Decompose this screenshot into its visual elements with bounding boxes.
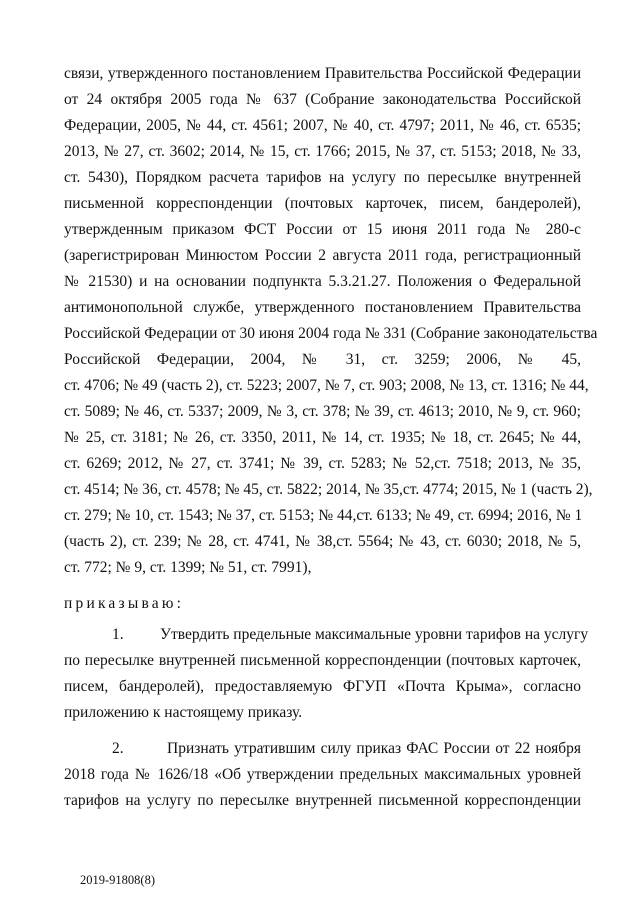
item-first-line: Утвердить предельные максимальные уровни тарифов на услугу: [160, 626, 589, 643]
text-line: связи, утвержденного постановлением Правительства Российской Федерации: [64, 65, 581, 82]
text-line: антимонопольной службе, утвержденного постановлением Правительства: [64, 299, 581, 316]
item-number: 2.: [112, 740, 124, 757]
text-line: (зарегистрирован Минюстом России 2 августа 2011 года, регистрационный: [64, 247, 581, 264]
text-line: ст. 279; № 10, ст. 1543; № 37, ст. 5153; № 44,ст. 6133; № 49, ст. 6994; 2016, № 1: [64, 507, 583, 524]
text-line: писем, бандеролей), предоставляемую ФГУП «Почта Крыма», согласно: [64, 678, 581, 695]
text-line: ст. 5430), Порядком расчета тарифов на услугу по пересылке внутренней: [64, 169, 581, 186]
text-line: письменной корреспонденции (почтовых карточек, писем, бандеролей),: [64, 195, 581, 212]
text-line: Федерации, 2005, № 44, ст. 4561; 2007, № 40, ст. 4797; 2011, № 46, ст. 6535;: [64, 117, 581, 134]
text-line: № 25, ст. 3181; № 26, ст. 3350, 2011, № 14, ст. 1935; № 18, ст. 2645; № 44,: [64, 429, 581, 446]
text-line: приложению к настоящему приказу.: [64, 704, 303, 721]
text-line: по пересылке внутренней письменной корреспонденции (почтовых карточек,: [64, 652, 581, 669]
text-line: тарифов на услугу по пересылке внутренней письменной корреспонденции: [64, 792, 581, 809]
text-line: Российской Федерации от 30 июня 2004 года № 331 (Собрание законодательства: [64, 325, 598, 342]
text-line: ст. 5089; № 46, ст. 5337; 2009, № 3, ст. 378; № 39, ст. 4613; 2010, № 9, ст. 960;: [64, 403, 581, 420]
text-line: ст. 4706; № 49 (часть 2), ст. 5223; 2007, № 7, ст. 903; 2008, № 13, ст. 1316; № 44,: [64, 377, 589, 394]
order-word: приказываю:: [64, 595, 185, 612]
text-line: ст. 4514; № 36, ст. 4578; № 45, ст. 5822; 2014, № 35,ст. 4774; 2015, № 1 (часть 2),: [64, 481, 593, 498]
text-line: Российской Федерации, 2004, № 31, ст. 3259; 2006, № 45,: [64, 351, 581, 368]
item-first-line: Признать утратившим силу приказ ФАС России от 22 ноября: [167, 740, 581, 757]
text-line: ст. 772; № 9, ст. 1399; № 51, ст. 7991),: [64, 559, 312, 576]
footer-document-code: 2019-91808(8): [80, 873, 155, 887]
text-line: 2013, № 27, ст. 3602; 2014, № 15, ст. 1766; 2015, № 37, ст. 5153; 2018, № 33,: [64, 143, 581, 160]
text-line: (часть 2), ст. 239; № 28, ст. 4741, № 38,ст. 5564; № 43, ст. 6030; 2018, № 5,: [64, 533, 581, 550]
item-number: 1.: [112, 626, 124, 643]
text-line: № 21530) и на основании подпункта 5.3.21.27. Положения о Федеральной: [64, 273, 581, 290]
text-line: утвержденным приказом ФСТ России от 15 июня 2011 года № 280-с: [64, 221, 581, 238]
text-line: 2018 года № 1626/18 «Об утверждении предельных максимальных уровней: [64, 766, 581, 783]
text-line: от 24 октября 2005 года № 637 (Собрание законодательства Российской: [64, 91, 581, 108]
text-line: ст. 6269; 2012, № 27, ст. 3741; № 39, ст. 5283; № 52,ст. 7518; 2013, № 35,: [64, 455, 581, 472]
